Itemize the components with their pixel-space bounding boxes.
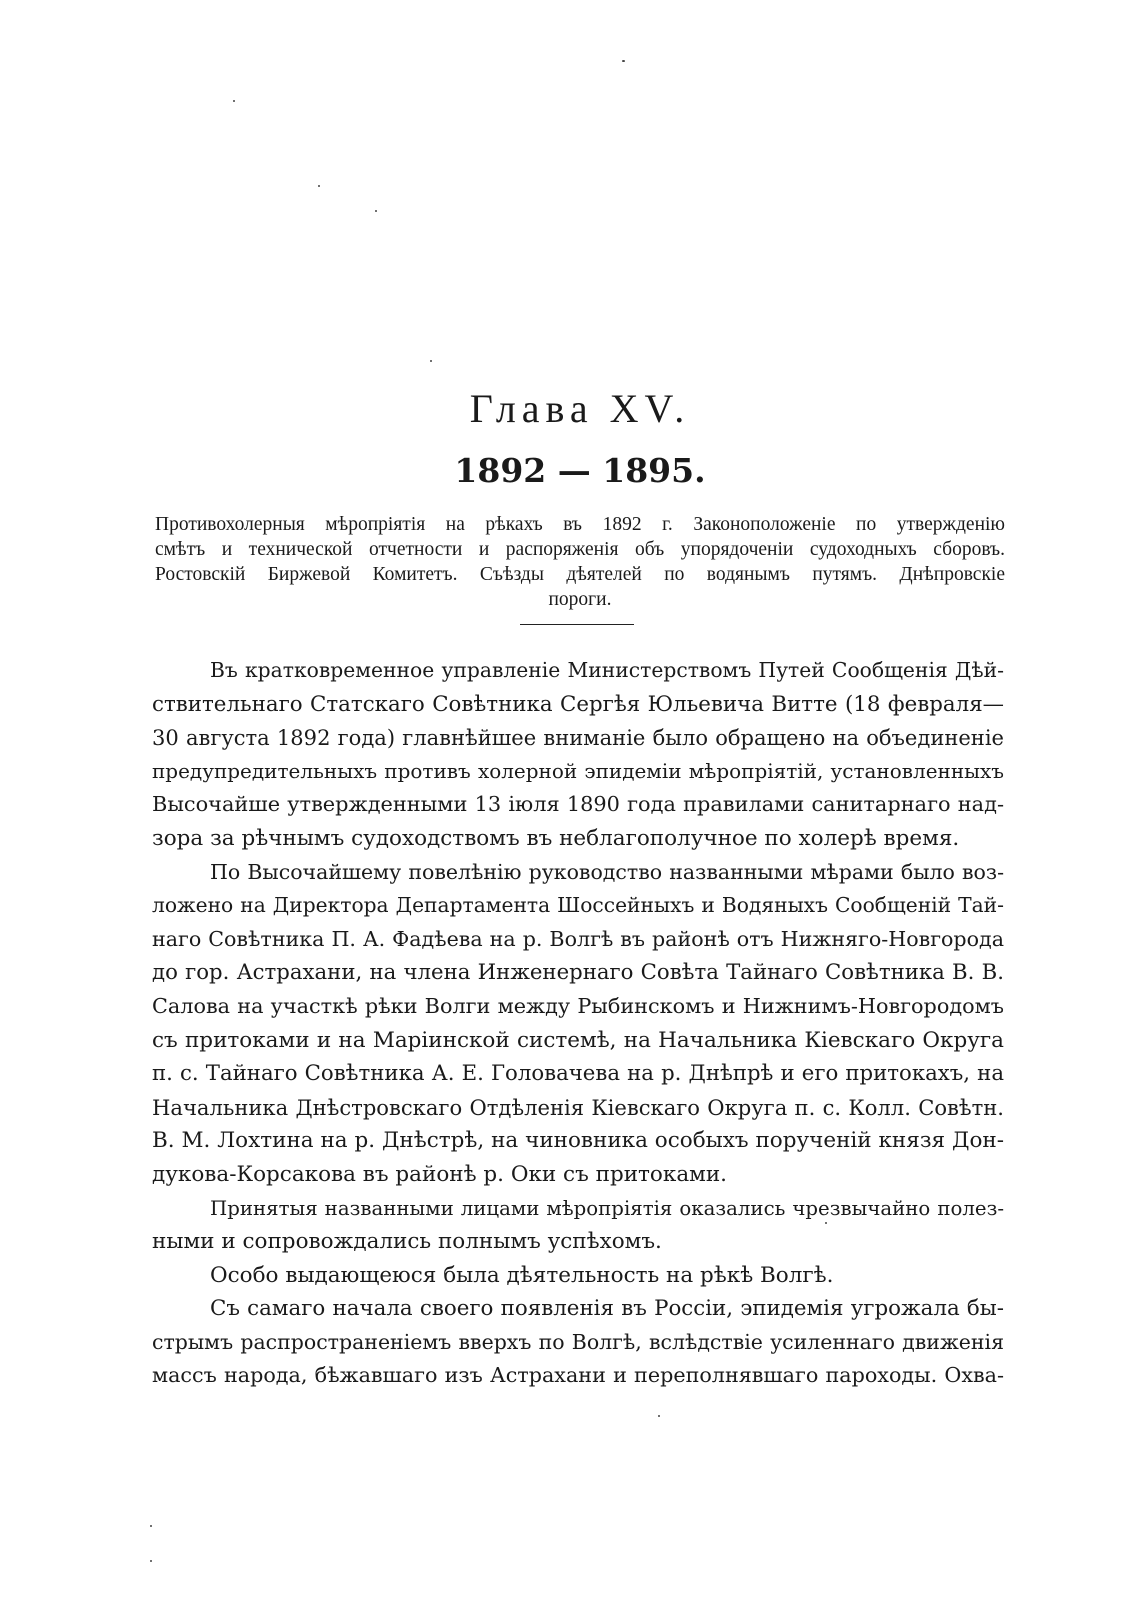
scan-speck — [658, 1415, 660, 1417]
body-line: стрымъ распространеніемъ вверхъ по Волгѣ, вслѣдствіе усиленнаго движенія — [152, 1329, 1004, 1354]
summary-line: Ростовскій Биржевой Комитетъ. Съѣзды дѣятелей по водянымъ путямъ. Днѣпровскіе — [155, 564, 1005, 585]
body-line: предупредительныхъ противъ холерной эпидеміи мѣропріятій, установленныхъ — [152, 758, 1004, 783]
body-line: п. с. Тайнаго Совѣтника А. Е. Головачева на р. Днѣпрѣ и его притокахъ, на — [152, 1061, 1004, 1087]
scan-speck — [430, 360, 432, 362]
body-line: Начальника Днѣстровскаго Отдѣленія Кіевскаго Округа п. с. Колл. Совѣтн. — [152, 1094, 1004, 1120]
body-line: съ притоками и на Маріинской системѣ, на Начальника Кіевскаго Округа — [152, 1027, 1004, 1053]
chapter-title: Глава XV. — [469, 386, 691, 431]
chapter-summary — [155, 512, 1005, 612]
body-line: ложено на Директора Департамента Шоссейныхъ и Водяныхъ Сообщеній Тай- — [152, 893, 1004, 918]
scan-speck — [622, 60, 625, 62]
body-line: Салова на участкѣ рѣки Волги между Рыбинскомъ и Нижнимъ-Новгородомъ — [152, 993, 1004, 1018]
scan-speck — [233, 100, 235, 102]
body-line: Съ самаго начала своего появленія въ Россіи, эпидемія угрожала бы- — [210, 1296, 1004, 1322]
body-line: дукова-Корсакова въ районѣ р. Оки съ притоками. — [152, 1161, 728, 1187]
summary-line: Противохолерныя мѣропріятія на рѣкахъ въ 1892 г. Законоположеніе по утвержденію — [155, 514, 1005, 535]
body-line: массъ народа, бѣжавшаго изъ Астрахани и переполнявшаго пароходы. Охва- — [152, 1363, 1004, 1388]
body-line: Принятыя названными лицами мѣропріятія оказались чрезвычайно полез- — [210, 1196, 1004, 1220]
body-line: Особо выдающеюся была дѣятельность на рѣкѣ Волгѣ. — [210, 1262, 834, 1288]
scan-speck — [318, 185, 320, 187]
body-line: 30 августа 1892 года) главнѣйшее вниманіе было обращено на объединеніе — [152, 725, 1004, 751]
body-line: Высочайше утвержденными 13 іюля 1890 года правилами санитарнаго над- — [152, 792, 1004, 817]
body-line: до гор. Астрахани, на члена Инженернаго Совѣта Тайнаго Совѣтника В. В. — [152, 960, 1004, 986]
body-text — [152, 654, 1004, 1393]
body-line: По Высочайшему повелѣнію руководство названными мѣрами было воз- — [210, 859, 1004, 884]
body-line: ными и сопровождались полнымъ успѣхомъ. — [152, 1229, 662, 1255]
section-divider — [520, 624, 634, 625]
summary-line: пороги. — [548, 589, 612, 610]
scan-speck — [150, 1560, 152, 1562]
summary-line: смѣтъ и технической отчетности и распоряженія объ упорядоченіи судоходныхъ сборовъ. — [155, 539, 1005, 560]
body-line: зора за рѣчнымъ судоходствомъ въ неблагополучное по холерѣ время. — [152, 825, 960, 851]
body-line: В. М. Лохтина на р. Днѣстрѣ, на чиновника особыхъ порученій князя Дон- — [152, 1128, 1004, 1154]
body-line: ствительнаго Статскаго Совѣтника Сергѣя Юльевича Витте (18 февраля— — [152, 691, 1004, 717]
scan-speck — [375, 210, 377, 212]
body-line: Въ кратковременное управленіе Министерствомъ Путей Сообщенія Дѣй- — [210, 658, 1004, 682]
body-line: наго Совѣтника П. А. Фадѣева на р. Волгѣ въ районѣ отъ Нижняго-Новгорода — [152, 926, 1004, 951]
chapter-years: 1892 — 1895. — [454, 451, 706, 490]
scan-speck — [150, 1525, 152, 1527]
